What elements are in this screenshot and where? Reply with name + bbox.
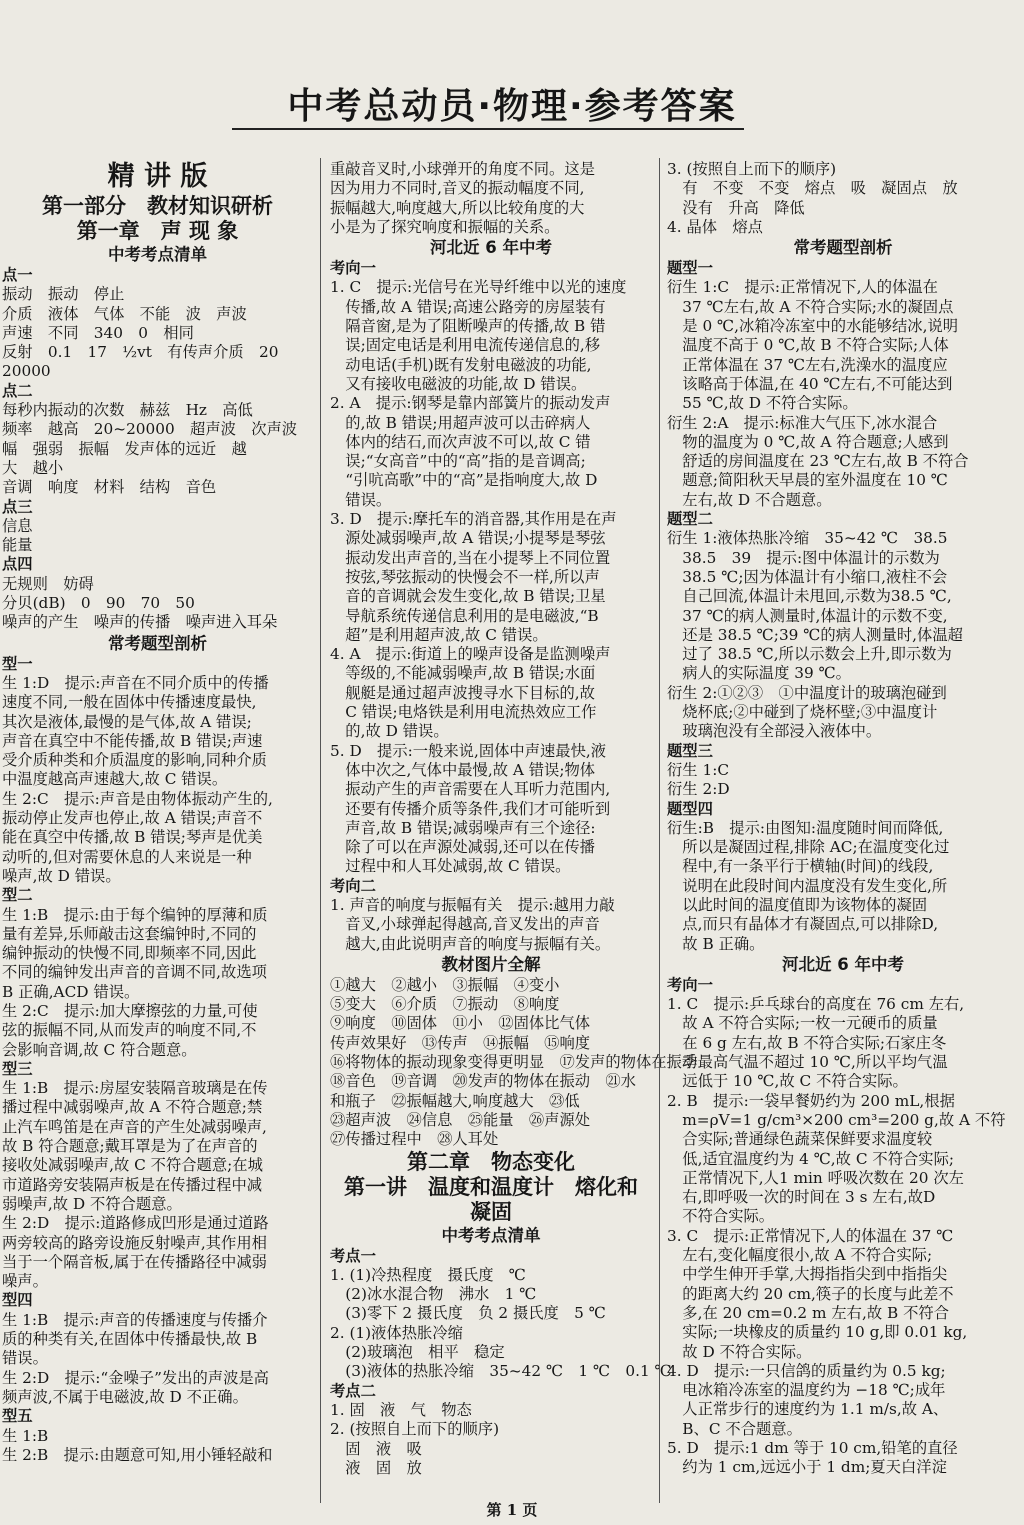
chapter-heading: 第一章 声 现 象 — [76, 219, 239, 243]
subsection-label: 型三 — [2, 1059, 33, 1078]
text-line: 烧杯底;②中碰到了烧杯壁;③中温度计 — [667, 703, 938, 722]
subsection-label: 点一 — [2, 266, 33, 284]
section-heading: 常考题型剖析 — [793, 238, 893, 258]
text-line: 多,在 20 cm=0.2 m 左右,故 B 不符合 — [667, 1303, 949, 1322]
text-line: 振动停止发声也停止,故 A 错误;声音不 — [2, 809, 263, 828]
section-heading: 常考题型剖析 — [108, 633, 207, 653]
text-line: 振动产生的声音需要在人耳听力范围内, — [330, 780, 611, 799]
text-line: 题意;简阳秋天早晨的室外温度在 10 ℃ — [667, 471, 948, 490]
text-line: 速度不同,一般在固体中传播速度最快, — [2, 693, 257, 712]
text-line: 频率 越高 20~20000 超声波 次声波 — [2, 420, 298, 439]
text-line: 市道路旁安装隔声板是在传播过程中减 — [2, 1175, 263, 1194]
text-line: 点,而只有晶体才有凝固点,可以排除D, — [667, 915, 939, 934]
text-line: 没有 升高 降低 — [667, 198, 805, 217]
text-line: 动听的,但对需要休息的人来说是一种 — [2, 847, 252, 866]
subsection-label: 点二 — [2, 381, 33, 400]
text-line: 不同的编钟发出声音的音调不同,故选项 — [2, 963, 267, 982]
text-line: 弦的振幅不同,从而发声的响度不同,不 — [2, 1021, 257, 1040]
chapter-heading: 第一部分 教材知识研析 — [42, 194, 273, 218]
text-line: 中学生伸开手掌,大拇指指尖到中指指尖 — [667, 1265, 948, 1284]
text-line: 人正常步行的速度约为 1.1 m/s,故 A、 — [667, 1400, 949, 1419]
subsection-label: 点四 — [2, 555, 33, 574]
text-line: 正常体温在 37 ℃左右,洗澡水的温度应 — [667, 355, 948, 374]
text-line: B 正确,ACD 错误。 — [2, 982, 140, 1001]
subsection-label: 题型三 — [667, 741, 713, 760]
text-line: 音叉,小球弹起得越高,音叉发出的声音 — [330, 915, 600, 934]
subsection-label: 题型二 — [667, 510, 713, 529]
text-line: 1. (1)冷热程度 摄氏度 ℃ — [330, 1265, 526, 1284]
text-line: 38.5 39 提示:图中体温计的示数为 — [667, 548, 940, 567]
text-line: 弱噪声,故 D 不符合题意。 — [2, 1194, 182, 1213]
text-line: 以此时间的温度值即为该物体的凝固 — [667, 895, 928, 914]
text-line: 按弦,琴弦振动的快慢会不一样,所以声 — [330, 567, 600, 586]
text-line: 会影响音调,故 C 符合题意。 — [2, 1040, 197, 1059]
text-line: 有 不变 不变 熔点 吸 凝固点 放 — [667, 179, 958, 198]
text-line: 低,适宜温度约为 4 ℃,故 C 不符合实际; — [667, 1149, 955, 1168]
text-line: 反射 0.1 17 ½vt 有传声介质 20 — [2, 343, 279, 362]
text-line: ①越大 ②越小 ③振幅 ④变小 — [330, 975, 560, 994]
text-line: 1. C 提示:光信号在光导纤维中以光的速度 — [330, 278, 627, 297]
text-line: 病人的实际温度 39 ℃。 — [667, 664, 851, 683]
text-line: 频声波,不属于电磁波,故 D 不正确。 — [2, 1387, 248, 1406]
text-line: 生 1:B 提示:声音的传播速度与传播介 — [2, 1310, 268, 1329]
text-line: 玻璃泡没有全部浸入液体中。 — [667, 722, 882, 741]
text-line: 衍生:B 提示:由图知:温度随时间而降低, — [667, 818, 944, 837]
text-line: 误;“女高音”中的“高”指的是音调高; — [330, 452, 586, 471]
text-line: 的,故 D 错误。 — [330, 722, 449, 741]
text-line: 能在真空中传播,故 B 错误;琴声是优美 — [2, 828, 263, 847]
text-line: 5. D 提示:一般来说,固体中声速最快,液 — [330, 741, 607, 760]
text-line: 因为用力不同时,音叉的振动幅度不同, — [330, 179, 585, 198]
text-line: 1. C 提示:乒乓球台的高度在 76 cm 左右, — [667, 995, 965, 1014]
text-line: 声音在真空中不能传播,故 B 错误;声速 — [2, 731, 263, 750]
text-line: 3. (按照自上而下的顺序) — [667, 160, 837, 178]
text-line: 音的音调就会发生变化,故 B 错误;卫星 — [330, 587, 606, 606]
text-line: (2)冰水混合物 沸水 1 ℃ — [330, 1285, 537, 1304]
text-line: 约为 1 cm,远远小于 1 dm;夏天白洋淀 — [667, 1458, 947, 1477]
text-line: 止汽车鸣笛是在声音的产生处减弱噪声, — [2, 1117, 267, 1136]
text-line: 过了 38.5 ℃,所以示数会上升,即示数为 — [667, 645, 952, 664]
text-line: 生 2:D 提示:“金噪子”发出的声波是高 — [2, 1368, 269, 1387]
text-line: 衍生 1:液体热胀冷缩 35~42 ℃ 38.5 — [667, 529, 948, 548]
text-line: 误;固定电话是利用电流传递信息的,移 — [330, 336, 601, 355]
text-line: 能量 — [2, 536, 33, 555]
text-line: ⑨响度 ⑩固体 ⑪小 ⑫固体比气体 — [330, 1014, 591, 1033]
text-line: 实际;一块橡皮的质量约 10 g,即 0.01 kg, — [667, 1323, 968, 1342]
text-line: 2. B 提示:一袋早餐奶约为 200 mL,根据 — [667, 1091, 955, 1110]
text-line: 两旁较高的路旁设施反射噪声,其作用相 — [2, 1233, 267, 1252]
section-heading: 河北近 6 年中考 — [782, 954, 904, 974]
subsection-label: 考向二 — [330, 876, 376, 895]
text-line: 1. 固 液 气 物态 — [330, 1400, 472, 1419]
text-line: 生 2:C 提示:声音是由物体振动产生的, — [2, 789, 273, 808]
text-line: 固 液 吸 — [330, 1439, 422, 1458]
column-divider — [320, 158, 321, 1503]
text-line: 电冰箱冷冻室的温度约为 −18 ℃;成年 — [667, 1381, 946, 1400]
text-line: 生 2:C 提示:加大摩擦弦的力量,可使 — [2, 1001, 258, 1020]
text-line: 振幅越大,响度越大,所以比较角度的大 — [330, 198, 585, 217]
text-line: ㉓超声波 ㉔信息 ㉕能量 ㉖声源处 — [330, 1110, 591, 1129]
text-line: 噪声。 — [2, 1272, 48, 1291]
subsection-label: 考向一 — [667, 975, 713, 994]
text-line: 声速 不同 340 0 相同 — [2, 323, 194, 342]
text-line: (2)玻璃泡 相平 稳定 — [330, 1343, 505, 1362]
text-line: 的距离大约 20 cm,筷子的长度与此差不 — [667, 1284, 954, 1303]
subsection-label: 考点二 — [330, 1381, 376, 1400]
chapter-heading: 第二章 物态变化 — [407, 1149, 575, 1174]
subsection-label: 题型四 — [667, 799, 713, 818]
text-line: 体中次之,气体中最慢,故 A 错误;物体 — [330, 760, 596, 779]
text-line: 故 B 符合题意;戴耳罩是为了在声音的 — [2, 1137, 258, 1156]
text-line: 等级的,不能减弱噪声,故 B 错误;水面 — [330, 664, 596, 683]
text-line: 正常情况下,人1 min 呼吸次数在 20 次左 — [667, 1168, 964, 1187]
text-line: 还是 38.5 ℃;39 ℃的病人测量时,体温超 — [667, 625, 963, 644]
page-title: 中考总动员·物理·参考答案 — [287, 86, 737, 127]
text-line: 故 A 不符合实际;一枚一元硬币的质量 — [667, 1014, 938, 1033]
column-divider — [659, 158, 660, 1503]
text-line: 舰艇是通过超声波搜寻水下目标的,故 — [330, 683, 595, 702]
text-line: 受介质种类和介质温度的影响,同种介质 — [2, 751, 267, 770]
text-line: 中温度越高声速越大,故 C 错误。 — [2, 770, 228, 789]
text-line: 质的种类有关,在固体中传播最快,故 B — [2, 1330, 258, 1349]
text-line: 自己回流,体温计未甩回,示数为38.5 ℃, — [667, 587, 952, 606]
text-line: 20000 — [2, 362, 51, 381]
text-line: 接收处减弱噪声,故 C 不符合题意;在城 — [2, 1156, 263, 1175]
text-line: 生 1:B — [2, 1426, 49, 1445]
text-line: 1. 声音的响度与振幅有关 提示:越用力敲 — [330, 895, 615, 914]
text-line: m=ρV=1 g/cm³×200 cm³=200 g,故 A 不符 — [667, 1110, 1006, 1129]
text-line: 左右,变化幅度很小,故 A 不符合实际; — [667, 1246, 933, 1265]
text-line: 的,故 B 错误;用超声波可以击碎病人 — [330, 413, 591, 432]
text-line: ⑤变大 ⑥介质 ⑦振动 ⑧响度 — [330, 995, 560, 1014]
text-line: 除了可以在声源处减弱,还可以在传播 — [330, 838, 595, 857]
subsection-label: 型二 — [2, 886, 33, 905]
text-line: 幅 强弱 振幅 发声体的远近 越 — [2, 439, 247, 458]
title-rule — [232, 128, 744, 130]
subsection-label: 题型一 — [667, 259, 713, 278]
text-line: 编钟振动的快慢不同,即频率不同,因此 — [2, 944, 257, 963]
text-line: 37 ℃的病人测量时,体温计的示数不变, — [667, 606, 948, 625]
text-line: ⑱音色 ⑲音调 ⑳发声的物体在振动 ㉑水 — [330, 1072, 636, 1091]
text-line: ⑯将物体的振动现象变得更明显 ⑰发声的物体在振动 — [330, 1053, 698, 1072]
text-line: 3. D 提示:摩托车的消音器,其作用是在声 — [330, 510, 617, 529]
text-line: 每秒内振动的次数 赫兹 Hz 高低 — [2, 401, 253, 420]
text-line: 2. (按照自上而下的顺序) — [330, 1420, 500, 1439]
text-line: 衍生 1:C — [667, 760, 730, 779]
text-line: 生 2:B 提示:由题意可知,用小锤轻敲和 — [2, 1445, 273, 1464]
text-line: 在 6 g 左右,故 B 不符合实际;石家庄冬 — [667, 1033, 947, 1052]
text-line: 当于一个隔音板,属于在传播路径中减弱 — [2, 1252, 267, 1271]
text-line: 舒适的房间温度在 23 ℃左右,故 B 不符合 — [667, 452, 969, 471]
section-heading: 河北近 6 年中考 — [430, 238, 552, 258]
subsection-label: 型一 — [2, 654, 33, 673]
chapter-heading: 第一讲 温度和温度计 熔化和 — [344, 1174, 638, 1199]
subsection-label: 点三 — [2, 497, 33, 516]
text-line: 和瓶子 ㉒振幅越大,响度越大 ㉓低 — [330, 1091, 580, 1110]
edition-title: 精 讲 版 — [107, 161, 208, 192]
text-line: 4. 晶体 熔点 — [667, 217, 763, 236]
text-line: 2. (1)液体热胀冷缩 — [330, 1323, 463, 1342]
text-line: 过程中和人耳处减弱,故 C 错误。 — [330, 857, 571, 876]
text-line: 衍生 2:①②③ ①中温度计的玻璃泡碰到 — [667, 683, 947, 702]
text-line: 程中,有一条平行于横轴(时间)的线段, — [667, 857, 934, 876]
section-heading: 中考考点清单 — [441, 1225, 541, 1245]
text-line: 是 0 ℃,冰箱冷冻室中的水能够结冰,说明 — [667, 317, 959, 336]
text-line: 源处减弱噪声,故 A 错误;小提琴是琴弦 — [330, 529, 606, 548]
text-line: (3)液体的热胀冷缩 35~42 ℃ 1 ℃ 0.1 ℃ — [330, 1362, 672, 1381]
section-heading: 中考考点清单 — [108, 245, 207, 264]
text-line: 3. C 提示:正常情况下,人的体温在 37 ℃ — [667, 1226, 954, 1245]
text-line: 声音,故 B 错误;减弱噪声有三个途径: — [330, 818, 596, 837]
text-line: (3)零下 2 摄氏度 负 2 摄氏度 5 ℃ — [330, 1304, 606, 1323]
text-line: C 错误;电烙铁是利用电流热效应工作 — [330, 703, 597, 722]
text-line: 故 B 正确。 — [667, 934, 765, 953]
subsection-label: 考向一 — [330, 259, 376, 278]
text-line: 播过程中减弱噪声,故 A 不符合题意;禁 — [2, 1098, 263, 1117]
text-line: 又有接收电磁波的功能,故 D 错误。 — [330, 374, 587, 393]
text-line: 超”是利用超声波,故 C 错误。 — [330, 625, 548, 644]
text-line: 错误。 — [330, 490, 392, 509]
text-line: 生 2:D 提示:道路修成凹形是通过道路 — [2, 1214, 269, 1233]
text-line: 液 固 放 — [330, 1458, 422, 1477]
text-line: 体内的结石,而次声波不可以,故 C 错 — [330, 432, 591, 451]
text-line: 重敲音叉时,小球弹开的角度不同。这是 — [330, 160, 595, 178]
text-line: 5. D 提示:1 dm 等于 10 cm,铅笔的直径 — [667, 1439, 958, 1457]
text-line: 振动发出声音的,当在小提琴上不同位置 — [330, 548, 611, 567]
text-line: 4. A 提示:街道上的噪声设备是监测噪声 — [330, 645, 611, 664]
text-line: 说明在此段时间内温度没有发生变化,所 — [667, 876, 948, 895]
text-line: 物的温度为 0 ℃,故 A 符合题意;人感到 — [667, 432, 949, 451]
text-line: 介质 液体 气体 不能 波 声波 — [2, 304, 247, 323]
text-line: 远低于 10 ℃,故 C 不符合实际。 — [667, 1072, 908, 1091]
subsection-label: 考点一 — [330, 1246, 376, 1265]
text-line: B、C 不合题意。 — [667, 1419, 802, 1438]
text-line: 无规则 妨碍 — [2, 574, 94, 593]
text-line: 隔音窗,是为了阻断噪声的传播,故 B 错 — [330, 317, 606, 336]
text-line: 小是为了探究响度和振幅的关系。 — [330, 217, 560, 236]
text-line: 错误。 — [2, 1349, 48, 1368]
text-line: 越大,由此说明声音的响度与振幅有关。 — [330, 934, 611, 953]
text-line: 分贝(dB) 0 90 70 50 — [2, 594, 195, 613]
text-line: 37 ℃左右,故 A 不符合实际;水的凝固点 — [667, 297, 954, 316]
page-number: 第 1 页 — [486, 1501, 538, 1519]
text-line: 其次是液体,最慢的是气体,故 A 错误; — [2, 712, 252, 731]
text-line: “引吭高歌”中的“高”是指响度大,故 D — [330, 471, 598, 490]
text-line: 不符合实际。 — [667, 1207, 775, 1226]
text-line: 故 D 不符合实际。 — [667, 1342, 812, 1361]
text-line: 55 ℃,故 D 不符合实际。 — [667, 394, 858, 413]
text-line: ㉗传播过程中 ㉘人耳处 — [330, 1130, 499, 1149]
answer-column-left — [2, 160, 313, 1465]
text-line: 噪声,故 D 错误。 — [2, 866, 121, 885]
text-line: 大 越小 — [2, 458, 64, 477]
text-line: 左右,故 D 不合题意。 — [667, 490, 832, 509]
text-line: 生 1:D 提示:声音在不同介质中的传播 — [2, 673, 269, 692]
text-line: 衍生 2:A 提示:标准大气压下,冰水混合 — [667, 413, 938, 432]
text-line: 传播,故 A 错误;高速公路旁的房屋装有 — [330, 297, 606, 316]
text-line: 4. D 提示:一只信鸽的质量约为 0.5 kg; — [667, 1361, 946, 1380]
text-line: 生 1:B 提示:由于每个编钟的厚薄和质 — [2, 905, 268, 924]
text-line: 合实际;普通绿色蔬菜保鲜要求温度较 — [667, 1130, 933, 1149]
text-line: 2. A 提示:钢琴是靠内部簧片的振动发声 — [330, 394, 611, 413]
text-line: 还要有传播介质等条件,我们才可能听到 — [330, 799, 611, 818]
text-line: 信息 — [2, 516, 33, 535]
text-line: 噪声的产生 噪声的传播 噪声进入耳朵 — [2, 613, 278, 632]
text-line: 右,即呼吸一次的时间在 3 s 左右,故D — [667, 1188, 936, 1207]
text-line: 音调 响度 材料 结构 音色 — [2, 478, 217, 497]
text-line: 所以是凝固过程,排除 AC;在温度变化过 — [667, 838, 950, 857]
text-line: 衍生 1:C 提示:正常情况下,人的体温在 — [667, 278, 938, 297]
text-line: 38.5 ℃;因为体温计有小缩口,液柱不会 — [667, 567, 948, 586]
text-line: 导航系统传递信息利用的是电磁波,“B — [330, 606, 599, 625]
text-line: 振动 振动 停止 — [2, 285, 125, 304]
text-line: 衍生 2:D — [667, 780, 730, 799]
text-line: 动电话(手机)既有发射电磁波的功能, — [330, 355, 592, 374]
text-line: 传声效果好 ⑬传声 ⑭振幅 ⑮响度 — [330, 1033, 591, 1052]
text-line: 生 1:B 提示:房屋安装隔音玻璃是在传 — [2, 1079, 268, 1098]
text-line: 该略高于体温,在 40 ℃左右,不可能达到 — [667, 374, 953, 393]
subsection-label: 型五 — [2, 1407, 33, 1426]
text-line: 季最高气温不超过 10 ℃,所以平均气温 — [667, 1053, 948, 1072]
section-heading: 教材图片全解 — [441, 954, 541, 974]
text-line: 温度不高于 0 ℃,故 B 不符合实际;人体 — [667, 336, 949, 355]
subsection-label: 型四 — [2, 1291, 33, 1310]
chapter-heading: 凝固 — [470, 1199, 512, 1224]
text-line: 量有差异,乐师敲击这套编钟时,不同的 — [2, 924, 257, 943]
answer-column-right — [667, 160, 1019, 1478]
